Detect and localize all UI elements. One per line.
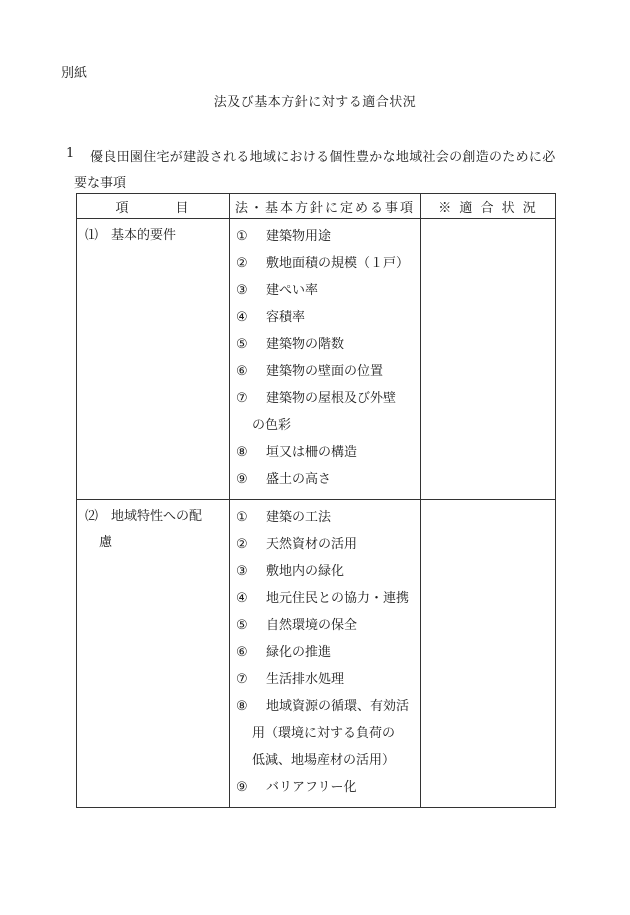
item-text: 天然資材の活用 bbox=[266, 537, 358, 552]
header-requirements: 法・基本方針に定める事項 bbox=[230, 194, 421, 219]
item-marker: ③ bbox=[236, 564, 248, 579]
item-text: 建ぺい率 bbox=[266, 283, 319, 298]
item-text: 敷地内の緑化 bbox=[266, 564, 345, 579]
item-marker: ⑤ bbox=[236, 337, 248, 352]
item-marker: ③ bbox=[236, 283, 248, 298]
attachment-label: 別紙 bbox=[61, 66, 88, 81]
item-text: 敷地面積の規模（１戸） bbox=[266, 256, 410, 271]
requirement-item bbox=[236, 331, 420, 358]
requirement-item bbox=[236, 693, 420, 720]
requirements-cell bbox=[230, 500, 421, 808]
item-text: 建築物の階数 bbox=[266, 337, 345, 352]
requirement-item bbox=[236, 277, 420, 304]
requirement-item bbox=[236, 223, 420, 250]
status-cell bbox=[421, 500, 556, 808]
header-status: ※ 適 合 状 況 bbox=[421, 194, 556, 219]
category-label-cont: 慮 bbox=[99, 535, 113, 550]
item-marker: ⑧ bbox=[236, 699, 248, 714]
table-row bbox=[77, 500, 556, 808]
requirement-item bbox=[236, 531, 420, 558]
item-text: バリアフリー化 bbox=[266, 780, 357, 795]
item-marker: ① bbox=[236, 510, 248, 525]
item-marker: ⑧ bbox=[236, 445, 248, 460]
item-marker: ② bbox=[236, 256, 248, 271]
section-number: 1 bbox=[66, 146, 75, 161]
requirement-item bbox=[236, 385, 420, 412]
status-cell bbox=[421, 219, 556, 500]
section-heading-line2: 要な事項 bbox=[74, 176, 127, 191]
item-marker: ⑥ bbox=[236, 364, 248, 379]
item-marker: ⑦ bbox=[236, 391, 248, 406]
requirement-item bbox=[236, 747, 420, 774]
requirement-item bbox=[236, 304, 420, 331]
item-text: 建築の工法 bbox=[266, 510, 332, 525]
requirement-item bbox=[236, 250, 420, 277]
category-cell bbox=[77, 219, 230, 500]
compliance-table bbox=[76, 193, 556, 808]
item-marker: ⑤ bbox=[236, 618, 248, 633]
item-text: 地域資源の循環、有効活 bbox=[266, 699, 410, 714]
item-text: 建築物の屋根及び外壁 bbox=[266, 391, 397, 406]
item-marker: ④ bbox=[236, 310, 248, 325]
requirement-item bbox=[236, 612, 420, 639]
requirement-item bbox=[236, 666, 420, 693]
table-header-row bbox=[77, 194, 556, 219]
item-text: 建築物の壁面の位置 bbox=[266, 364, 384, 379]
requirement-item bbox=[236, 558, 420, 585]
section-heading-line1: 優良田園住宅が建設される地域における個性豊かな地域社会の創造のために必 bbox=[90, 150, 556, 165]
item-text: 生活排水処理 bbox=[266, 672, 345, 687]
category-cell bbox=[77, 500, 230, 808]
table-row bbox=[77, 219, 556, 500]
item-marker: ① bbox=[236, 229, 248, 244]
item-text: 地元住民との協力・連携 bbox=[266, 591, 410, 606]
category-label: ⑵ 地域特性への配 bbox=[85, 509, 203, 524]
category-label: ⑴ 基本的要件 bbox=[85, 228, 177, 243]
item-text: 用（環境に対する負荷の bbox=[252, 726, 396, 741]
item-text: 緑化の推進 bbox=[266, 645, 332, 660]
item-marker: ⑦ bbox=[236, 672, 248, 687]
requirement-item bbox=[236, 358, 420, 385]
item-text: 建築物用途 bbox=[266, 229, 332, 244]
item-marker: ⑨ bbox=[236, 472, 248, 487]
requirement-item bbox=[236, 639, 420, 666]
item-text: 垣又は柵の構造 bbox=[266, 445, 358, 460]
item-text: 低減、地場産材の活用） bbox=[252, 753, 396, 768]
requirement-item bbox=[236, 774, 420, 801]
item-marker: ⑥ bbox=[236, 645, 248, 660]
header-item: 項 目 bbox=[77, 194, 230, 219]
requirement-item bbox=[236, 439, 420, 466]
item-text: の色彩 bbox=[252, 418, 292, 433]
requirement-item bbox=[236, 585, 420, 612]
requirements-cell bbox=[230, 219, 421, 500]
item-marker: ⑨ bbox=[236, 780, 248, 795]
item-text: 盛土の高さ bbox=[266, 472, 332, 487]
item-marker: ② bbox=[236, 537, 248, 552]
item-marker: ④ bbox=[236, 591, 248, 606]
document-title: 法及び基本方針に対する適合状況 bbox=[213, 95, 417, 110]
requirement-item bbox=[236, 412, 420, 439]
requirement-item bbox=[236, 720, 420, 747]
item-text: 自然環境の保全 bbox=[266, 618, 358, 633]
requirement-item bbox=[236, 504, 420, 531]
item-text: 容積率 bbox=[266, 310, 306, 325]
requirement-item bbox=[236, 466, 420, 493]
